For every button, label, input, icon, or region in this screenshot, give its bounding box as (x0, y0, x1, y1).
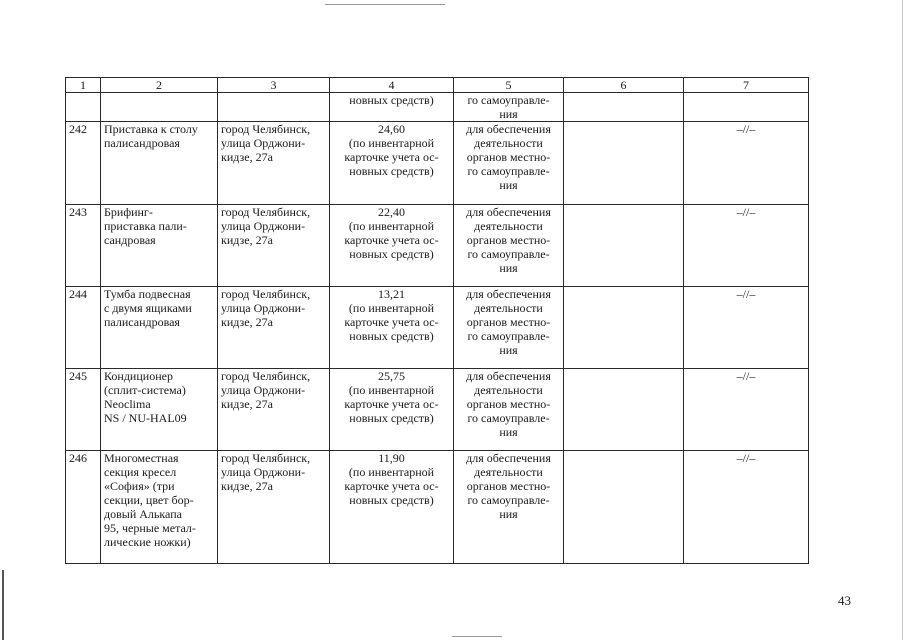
item-address-line: город Челябинск, (221, 369, 311, 383)
item-value (330, 369, 454, 451)
item-purpose-line: для обеспечения (466, 205, 551, 219)
item-purpose (454, 287, 564, 369)
item-name-line: Приставка к столу (104, 122, 198, 136)
item-name-line: (сплит-система) (104, 383, 186, 397)
item-purpose-line: органов местно- (466, 397, 551, 411)
item-value-line: новных средств) (349, 411, 434, 425)
item-purpose-line: для обеспечения (466, 287, 551, 301)
item-purpose (454, 122, 564, 205)
item-address-line: город Челябинск, (221, 205, 311, 219)
inventory-table-body (66, 78, 809, 564)
item-value (330, 451, 454, 564)
item-col7: –//– (684, 205, 809, 287)
continuation-purpose (454, 93, 564, 122)
item-purpose (454, 369, 564, 451)
item-address-line: город Челябинск, (221, 122, 311, 136)
item-name-line: секции, цвет бор- (104, 493, 194, 507)
header-col-1: 1 (66, 78, 101, 93)
item-col7: –//– (684, 122, 809, 205)
item-name-line: Neoclima (104, 397, 151, 411)
item-name (101, 122, 218, 205)
item-address-line: улица Орджони- (221, 383, 306, 397)
item-value-line: 13,21 (378, 287, 405, 301)
item-address (218, 205, 330, 287)
scan-artifact-top (325, 4, 445, 5)
item-address-line: кидзе, 27а (221, 397, 273, 411)
item-purpose (454, 451, 564, 564)
item-value-line: новных средств) (349, 164, 434, 178)
item-col6 (564, 122, 684, 205)
item-name-line: Тумба подвесная (104, 287, 191, 301)
item-value (330, 287, 454, 369)
item-purpose (454, 205, 564, 287)
item-col7: –//– (684, 369, 809, 451)
item-purpose-line: органов местно- (466, 315, 551, 329)
item-address (218, 451, 330, 564)
table-row (66, 287, 809, 369)
item-value-line: карточке учета ос- (344, 479, 439, 493)
item-purpose-line: го самоуправле- (467, 411, 550, 425)
item-value-line: карточке учета ос- (344, 315, 439, 329)
item-address-line: город Челябинск, (221, 451, 311, 465)
item-purpose-line: го самоуправле- (467, 329, 550, 343)
item-value-line: 11,90 (378, 451, 405, 465)
item-purpose-line: ния (499, 343, 518, 357)
page-number: 43 (838, 593, 851, 608)
item-purpose-line: деятельности (474, 383, 543, 397)
item-name (101, 287, 218, 369)
continuation-row (66, 93, 809, 122)
continuation-col6 (564, 93, 684, 122)
item-name-line: «София» (три (104, 479, 175, 493)
scan-edge-left (2, 570, 4, 640)
item-address-line: кидзе, 27а (221, 315, 273, 329)
item-col6 (564, 205, 684, 287)
item-purpose-line: для обеспечения (466, 369, 551, 383)
item-purpose-line: го самоуправле- (467, 164, 550, 178)
table-row (66, 205, 809, 287)
item-col6 (564, 369, 684, 451)
item-name-line: приставка пали- (104, 219, 187, 233)
item-address-line: улица Орджони- (221, 136, 306, 150)
scan-edge-right (902, 0, 903, 640)
header-col-7: 7 (684, 78, 809, 93)
continuation-value (330, 93, 454, 122)
item-purpose-line: органов местно- (466, 150, 551, 164)
item-purpose-line: деятельности (474, 301, 543, 315)
item-col6 (564, 287, 684, 369)
item-purpose-line: ния (499, 178, 518, 192)
item-name-line: NS / NU-HAL09 (104, 411, 187, 425)
item-address-line: кидзе, 27а (221, 150, 273, 164)
item-name (101, 451, 218, 564)
item-address (218, 369, 330, 451)
item-col6 (564, 451, 684, 564)
item-name (101, 369, 218, 451)
continuation-name (101, 93, 218, 122)
item-address (218, 287, 330, 369)
item-purpose-line: для обеспечения (466, 451, 551, 465)
item-purpose-line: ния (499, 261, 518, 275)
item-name-line: Кондиционер (104, 369, 173, 383)
continuation-purpose-line: ния (499, 107, 518, 121)
header-row (66, 78, 809, 93)
table-row (66, 451, 809, 564)
item-value-line: (по инвентарной (348, 383, 435, 397)
row-number: 243 (66, 205, 101, 287)
item-value-line: карточке учета ос- (344, 233, 439, 247)
item-value (330, 205, 454, 287)
item-name-line: палисандровая (104, 315, 180, 329)
item-name-line: лические ножки) (104, 535, 191, 549)
item-value-line: 22,40 (378, 205, 405, 219)
item-purpose-line: органов местно- (466, 233, 551, 247)
item-name (101, 205, 218, 287)
item-purpose-line: органов местно- (466, 479, 551, 493)
item-address-line: улица Орджони- (221, 219, 306, 233)
continuation-col7 (684, 93, 809, 122)
item-purpose-line: ния (499, 507, 518, 521)
row-number: 244 (66, 287, 101, 369)
item-address-line: город Челябинск, (221, 287, 311, 301)
item-value-line: 25,75 (378, 369, 405, 383)
item-name-line: палисандровая (104, 136, 180, 150)
item-value-line: новных средств) (349, 247, 434, 261)
header-col-3: 3 (218, 78, 330, 93)
item-name-line: с двумя ящиками (104, 301, 192, 315)
item-name-line: Многоместная (104, 451, 179, 465)
item-value-line: (по инвентарной (348, 136, 435, 150)
item-purpose-line: ния (499, 425, 518, 439)
item-address-line: кидзе, 27а (221, 233, 273, 247)
item-value-line: карточке учета ос- (344, 397, 439, 411)
item-name-line: довый Алькапа (104, 507, 182, 521)
item-value-line: (по инвентарной (348, 465, 435, 479)
item-value-line: (по инвентарной (348, 219, 435, 233)
item-purpose-line: го самоуправле- (467, 247, 550, 261)
item-name-line: секция кресел (104, 465, 177, 479)
row-number: 242 (66, 122, 101, 205)
header-col-4: 4 (330, 78, 454, 93)
item-address-line: улица Орджони- (221, 301, 306, 315)
item-value-line: новных средств) (349, 493, 434, 507)
item-name-line: Брифинг- (104, 205, 153, 219)
item-value-line: карточке учета ос- (344, 150, 439, 164)
continuation-purpose-line: го самоуправле- (467, 93, 550, 107)
item-purpose-line: го самоуправле- (467, 493, 550, 507)
row-number: 245 (66, 369, 101, 451)
header-col-6: 6 (564, 78, 684, 93)
row-number: 246 (66, 451, 101, 564)
item-col7: –//– (684, 287, 809, 369)
item-value (330, 122, 454, 205)
continuation-value-line: новных средств) (349, 93, 434, 107)
item-address-line: улица Орджони- (221, 465, 306, 479)
item-purpose-line: для обеспечения (466, 122, 551, 136)
item-purpose-line: деятельности (474, 465, 543, 479)
item-value-line: (по инвентарной (348, 301, 435, 315)
item-col7: –//– (684, 451, 809, 564)
item-purpose-line: деятельности (474, 136, 543, 150)
item-purpose-line: деятельности (474, 219, 543, 233)
continuation-num (66, 93, 101, 122)
header-col-5: 5 (454, 78, 564, 93)
item-value-line: 24,60 (378, 122, 405, 136)
item-address (218, 122, 330, 205)
item-name-line: 95, черные метал- (104, 521, 196, 535)
header-col-2: 2 (101, 78, 218, 93)
item-value-line: новных средств) (349, 329, 434, 343)
table-row (66, 122, 809, 205)
item-name-line: сандровая (104, 233, 156, 247)
item-address-line: кидзе, 27а (221, 479, 273, 493)
scan-artifact-bottom (452, 636, 502, 637)
inventory-table (65, 77, 809, 564)
table-row (66, 369, 809, 451)
continuation-address (218, 93, 330, 122)
